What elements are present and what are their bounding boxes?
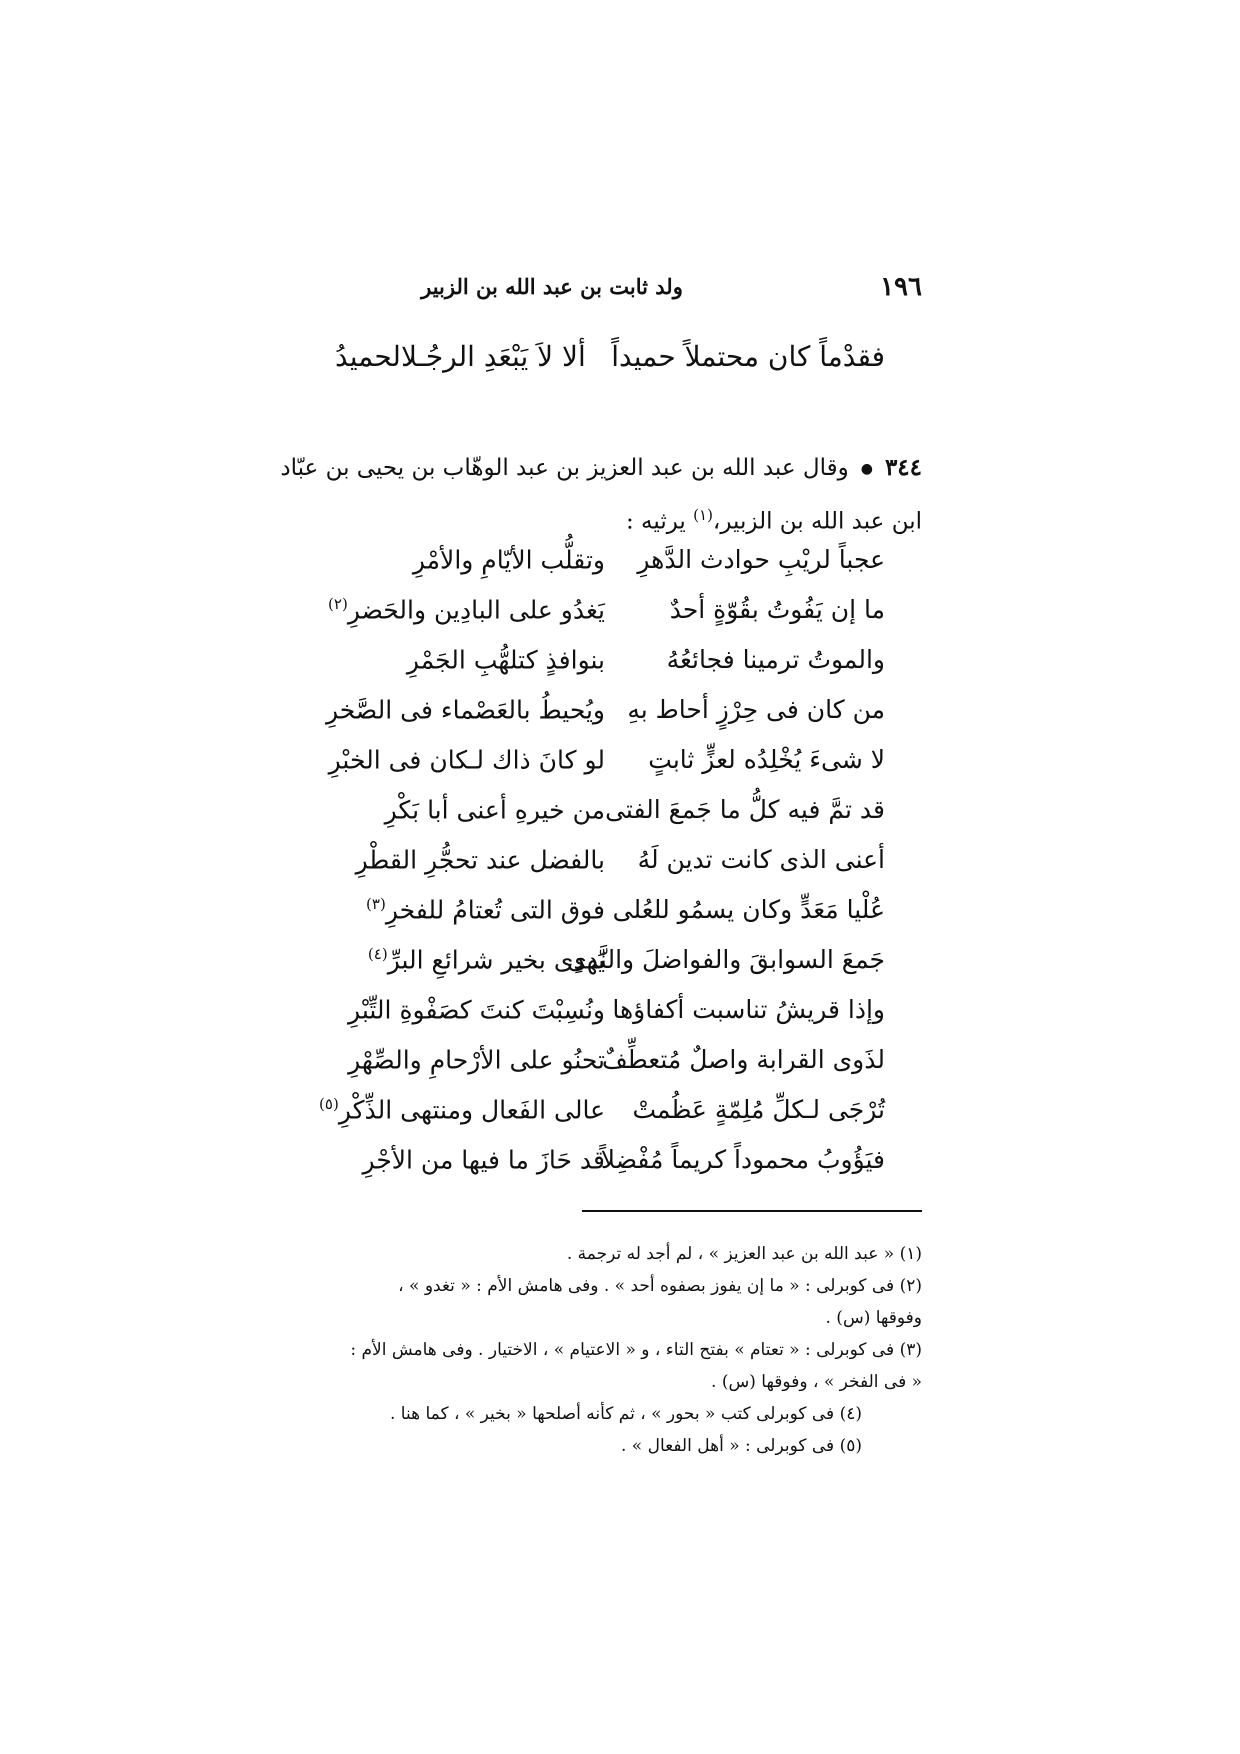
verse-second-hemistich [345,645,605,674]
verse-second-hemistich [325,695,605,725]
footnotes [242,1238,922,1462]
verse-first-hemistich: لا شىءَ يُخْلِدُه لعزٍّ ثابتٍ [648,745,885,774]
verse-second-hemistich [345,1145,605,1174]
verse [345,895,885,945]
footnote-text: (٥) فى كوبرلى : « أهل الفعال » . [620,1436,862,1456]
verse-first-hemistich: قد تمَّ فيه كلُّ ما جَمعَ الفتى [605,795,885,824]
entry-line-2 [252,492,922,545]
verse-first-hemistich: عُلْيا مَعَدٍّ وكان يسمُو للعُلى [612,895,885,924]
verse-second-hemistich [345,895,605,924]
verse-first-hemistich: فيَؤُوبُ محموداً كريماً مُفْضِلاً [600,1145,885,1174]
footnote [242,1430,922,1462]
opening-verse [335,340,885,390]
verse [319,1095,885,1145]
hemistich-text: عالى الفَعال ومنتهى الذِّكْرِ [338,1095,605,1125]
footnote-ref: (٢) [328,595,348,613]
verse [345,845,885,895]
footnote-text: (٢) فى كوبرلى : « ما إن يفوز بصفوه أحد » . وفى هامش الأم : « تغدو » ، [398,1276,922,1296]
entry-line-1 [252,445,922,492]
footnote-text: (٤) فى كوبرلى كتب « بحور » ، ثم كأنه أصلحها « بخير » ، كما هنا . [389,1404,862,1424]
verse-first-hemistich: من كان فى حِرْزٍ أحاط بهِ [627,695,885,724]
verse-second-hemistich [345,795,605,824]
footnote-ref: (٤) [367,945,388,963]
verse-second-hemistich [345,1045,605,1074]
verse [345,945,885,995]
hemistich-text: من خيرهِ أعنى أبا بَكْرِ [384,795,605,825]
hemistich-text: تحنُو على الأرْحامِ والصِّهْرِ [348,1045,605,1075]
hemistich-text: بالفضل عند تحجُّرِ القطْرِ [355,845,605,875]
bullet-icon: ● [860,461,873,477]
verse [345,545,885,595]
verse-first-hemistich: ما إن يَفُوتُ بقُوّةٍ أحدٌ [669,595,885,624]
entry-number: ٣٤٤ [884,454,922,481]
hemistich-text: ويُحيطُ بالعَصْماء فى الصَّخرِ [325,695,605,725]
footnote [242,1270,922,1334]
verse-second-hemistich [345,995,605,1024]
poem [319,545,885,1195]
footnote-ref: (٥) [319,1095,339,1113]
running-header [302,272,922,312]
verse [328,745,885,795]
verse [345,1145,885,1195]
verse-first-hemistich: وإذا قريشُ تناسبت أكفاؤها [612,995,885,1024]
footnote-text: (١) « عبد الله بن عبد العزيز » ، لم أجد له ترجمة . [566,1244,922,1264]
entry-text: وقال عبد الله بن عبد العزيز بن عبد الوهّاب بن يحيى بن عبّاد [280,455,849,481]
verse-second-hemistich [345,945,605,974]
verse-first-hemistich: والموتُ ترمينا فجائعُهُ [666,645,885,674]
footnote-ref: (٣) [366,895,386,913]
hemistich-text: ونُسِبْتَ كنتَ كصَفْوةِ التِّبْرِ [348,995,605,1025]
verse-first-hemistich: جَمعَ السوابقَ والفواضلَ والنَّدى [567,945,885,974]
entry-text-cont: ابن عبد الله بن الزبير، [712,508,922,535]
footnote-continuation: « فى الفخر » ، وفوقها (س) . [711,1372,922,1392]
footnote [242,1238,922,1270]
verse-second-hemistich [345,845,605,874]
hemistich-text: فوق التى تُعتامُ للفخرِ [385,895,605,925]
verse [345,645,885,695]
hemistich-text: بنوافذٍ كتلهُّبِ الجَمْرِ [406,645,605,675]
verse-first-hemistich: عجباً لريْبِ حوادث الدَّهرِ [637,545,885,574]
footnote [242,1334,922,1398]
running-title: ولد ثابت بن عبد الله بن الزبير [421,274,683,299]
verse-second-hemistich [328,745,605,775]
footnote-continuation: وفوقها (س) . [825,1308,922,1328]
entry-text-end: يرثيه : [626,508,686,535]
footnote-divider [582,1210,922,1212]
footnote-text: (٣) فى كوبرلى : « تعتام » بفتح التاء ، و « الاعتيام » ، الاختيار . وفى هامش الأم : [350,1340,922,1360]
footnote [242,1398,922,1430]
verse-first-hemistich: فقدْماً كان محتملاً حميداً [611,340,885,373]
hemistich-text: وتقلُّب الأيّامِ والأمْرِ [412,545,605,575]
verse-first-hemistich: لذَوى القرابة واصلٌ مُتعطِّفٌ [601,1045,885,1074]
hemistich-text: قد حَازَ ما فيها من الأجْرِ [362,1145,605,1175]
verse [345,795,885,845]
verse-first-hemistich: أعنى الذى كانت تدين لَهُ [637,845,885,874]
verse [328,595,885,645]
hemistich-text: يَغدُو على البادِين والحَضرِ [347,595,605,625]
hemistich-text: يَهدِى بخير شرائعِ البرِّ [387,945,605,975]
verse-second-hemistich [328,595,605,625]
verse [345,1045,885,1095]
verse-second-hemistich [345,545,605,574]
footnote-ref: (١) [693,506,713,524]
entry-heading [252,445,922,545]
verse [325,695,885,745]
verse-second-hemistich [319,1095,605,1125]
verse-first-hemistich: تُرْجَى لـكلِّ مُلِمّةٍ عَظُمتْ [632,1095,885,1124]
page-number: ١٩٦ [880,272,922,302]
verse [345,995,885,1045]
hemistich-text: لو كانَ ذاك لـكان فى الخبْرِ [328,745,605,775]
verse-second-hemistich: ألا لاَ يَبْعَدِ الرجُـلالحميدُ [335,340,586,373]
